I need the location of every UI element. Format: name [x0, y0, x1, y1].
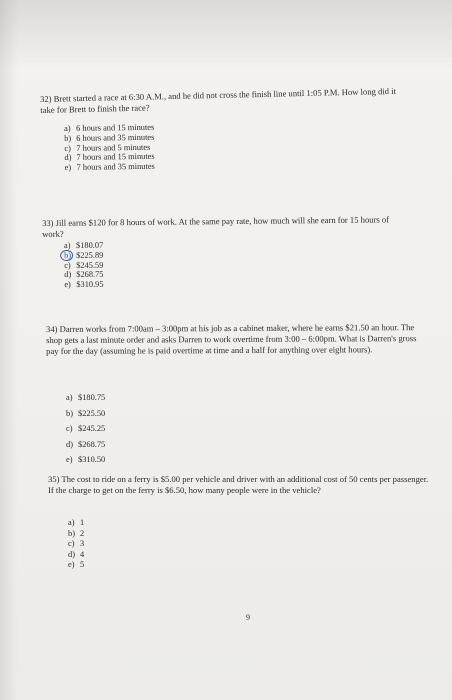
question-35 [48, 474, 430, 496]
page-shadow-top [0, 0, 452, 70]
question-35-options [68, 518, 84, 571]
question-34-options [66, 390, 105, 468]
option-a: a) $180.07 [64, 240, 104, 250]
option-c: c) $245.59 [64, 260, 104, 270]
option-a: a) 1 [68, 518, 85, 527]
option-a: a) 6 hours and 15 minutes [64, 122, 155, 133]
option-b: b) $225.50 [66, 408, 106, 418]
option-d: d) $268.75 [64, 270, 104, 280]
option-c: c) 7 hours and 5 minutes [64, 142, 151, 153]
page-number: 9 [246, 613, 250, 622]
question-32 [40, 86, 412, 116]
option-e: e) 5 [68, 560, 85, 569]
option-e: e) $310.50 [66, 455, 106, 464]
question-34 [46, 322, 426, 357]
page-shadow-left [0, 0, 18, 700]
option-c: c) 3 [68, 539, 85, 548]
option-e: e) $310.95 [64, 279, 104, 290]
question-32-options [64, 123, 155, 173]
option-a: a) $180.75 [66, 393, 106, 402]
option-d: d) 4 [68, 549, 85, 559]
option-e: e) 7 hours and 35 minutes [64, 161, 155, 173]
option-d: d) 7 hours and 15 minutes [64, 152, 155, 163]
answer-circle-mark [60, 250, 73, 261]
question-32-text: 32) Brett started a race at 6:30 A.M., and he did not cross the finish line until 1:05 P.M. How long did it take for Brett to finish the race? [40, 85, 397, 115]
option-c: c) $245.25 [66, 424, 106, 433]
question-34-text: 34) Darren works from 7:00am – 3:00pm at his job as a cabinet maker, where he earns $21.50 an hour. The shop gets a last minute order and asks Darren to work overtime from 3:00 – 6:00pm. What is Darren's gross pay for the day (assuming he is paid overtime at time and a half for anything over eight hours). [46, 322, 417, 356]
option-b: b) 6 hours and 35 minutes [64, 132, 155, 143]
question-33 [42, 214, 410, 240]
option-d: d) $268.75 [66, 439, 106, 449]
option-b-marked: b) $225.89 [64, 251, 103, 261]
option-b: b) 2 [68, 528, 85, 538]
question-33-options [64, 241, 104, 290]
question-35-text: 35) The cost to ride on a ferry is $5.00 per vehicle and driver with an additional cost of 50 cents per passenger. If the charge to get on the ferry is $6.50, how many people were in the vehicle? [48, 474, 429, 495]
question-33-text: 33) Jill earns $120 for 8 hours of work. At the same pay rate, how much will she earn for 15 hours of work? [42, 214, 390, 239]
